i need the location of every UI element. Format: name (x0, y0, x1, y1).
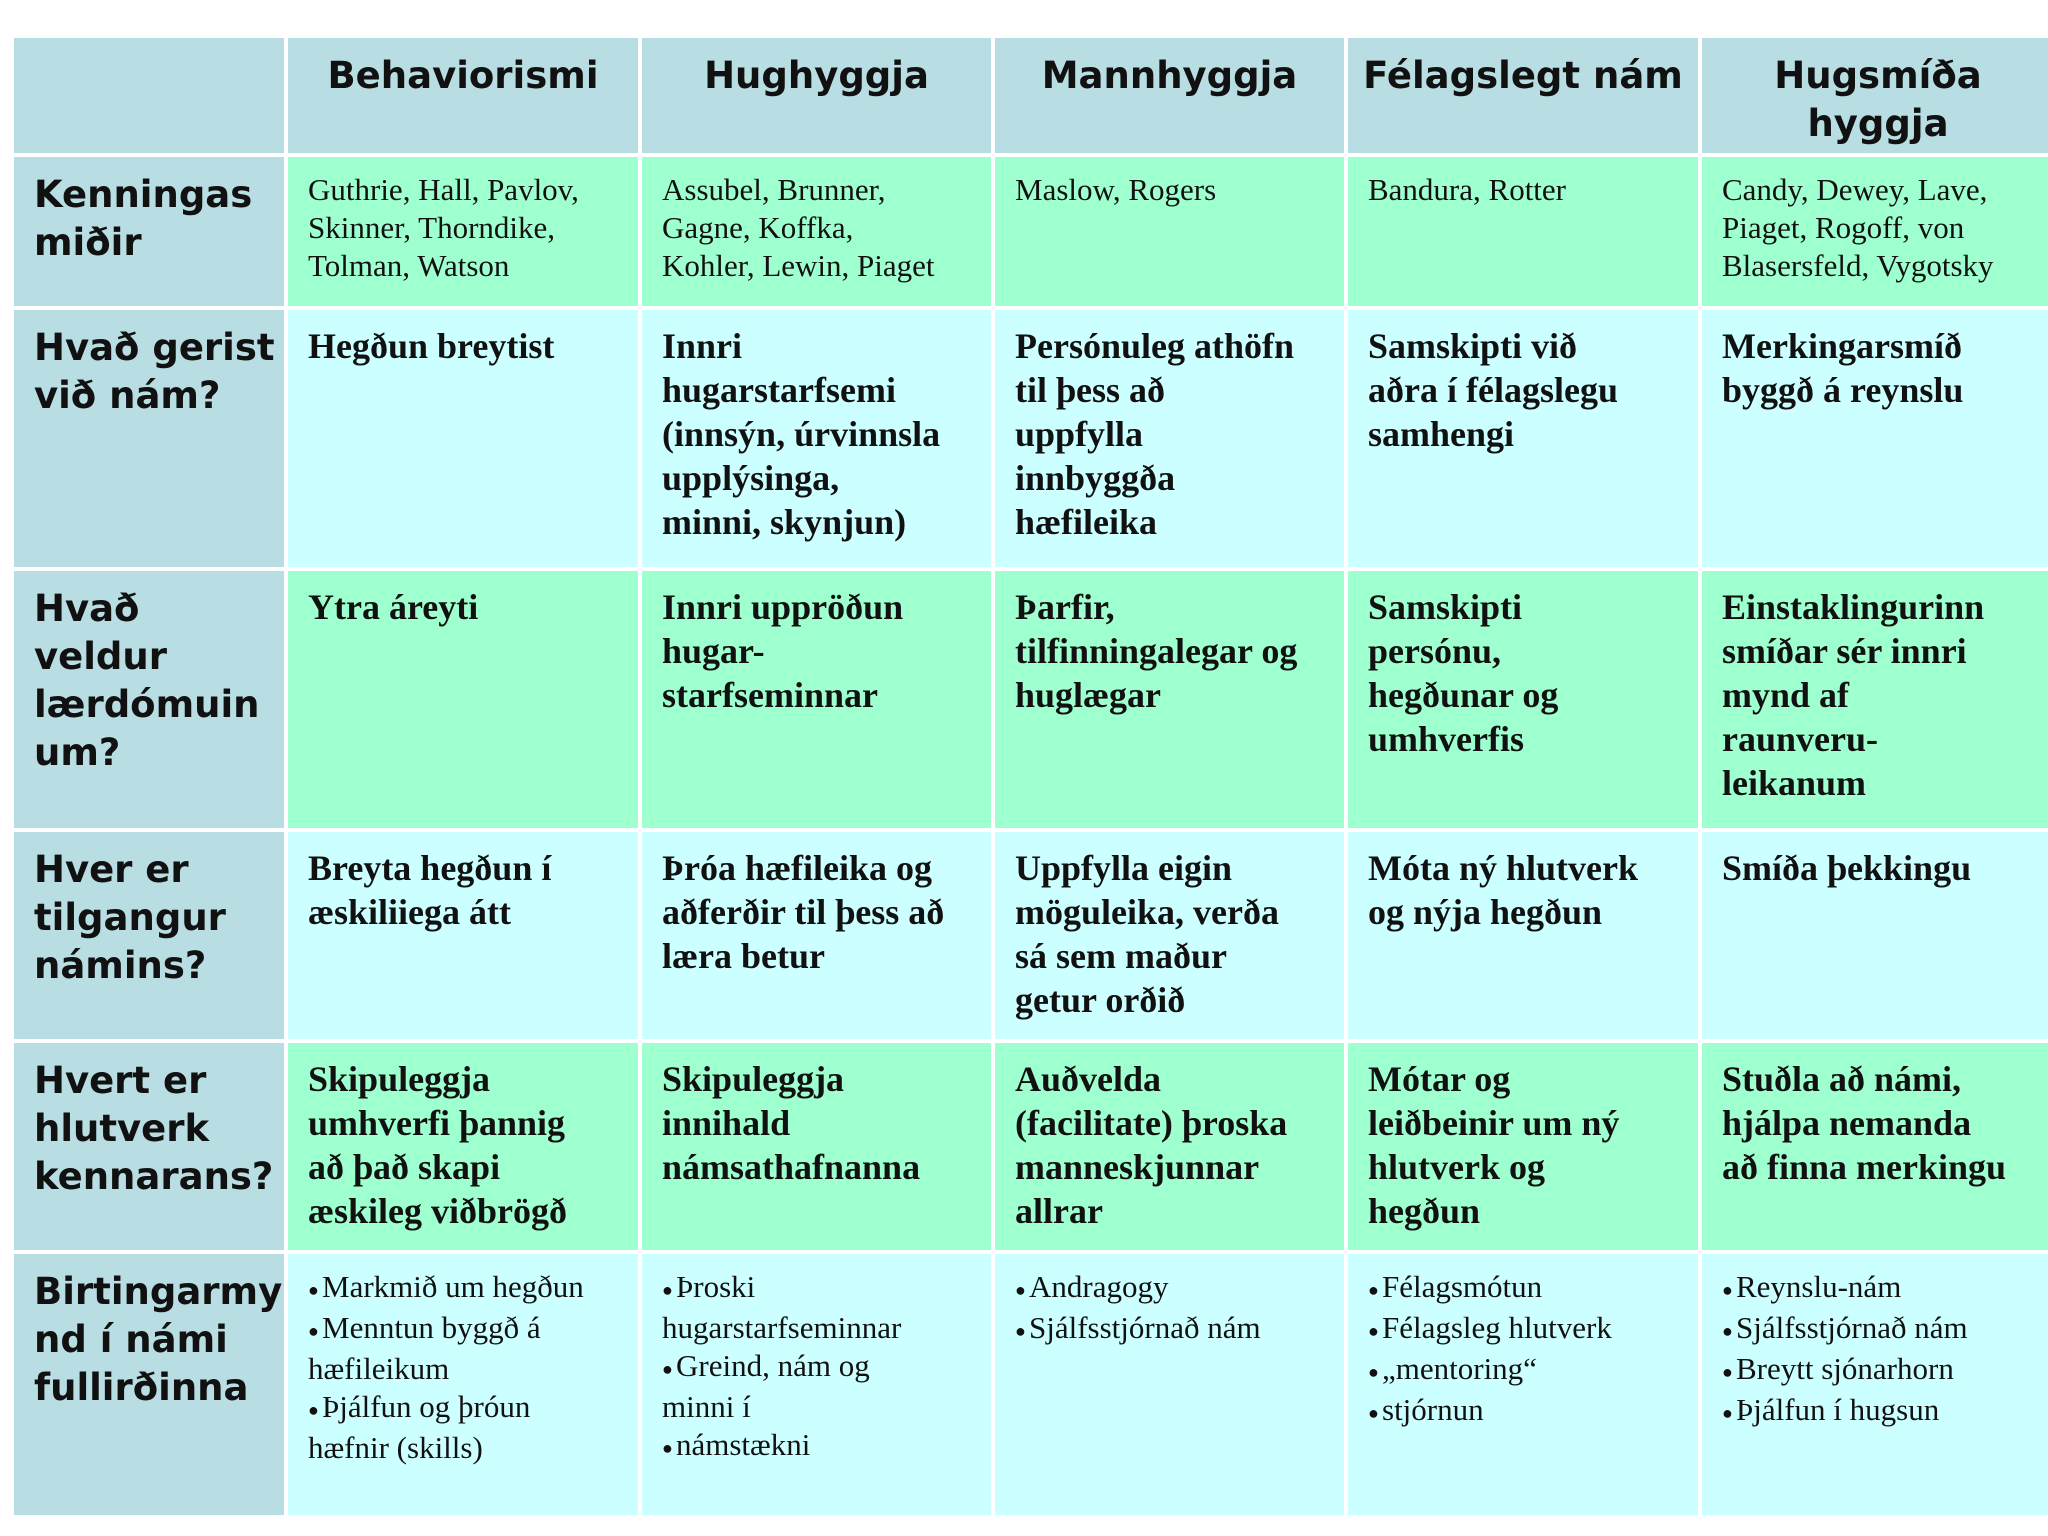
teacher-role-cell-hugsmida-hyggja: Stuðla að námi, hjálpa nemanda að finna merkingu (1702, 1043, 2048, 1250)
list-item-text: Sjálfsstjórnað nám (1736, 1309, 1968, 1345)
list-item-text: Menntun byggð á hæfileikum (308, 1309, 541, 1386)
comparison-table (14, 38, 2034, 1515)
bullet-icon: ● (1368, 1361, 1379, 1382)
row-header-theorists: Kenningas miðir (14, 157, 284, 306)
what-happens-cell-hugsmida-hyggja: Merkingarsmíð byggð á reynslu (1702, 310, 2048, 567)
bullet-icon: ● (662, 1358, 673, 1379)
what-happens-cell-mannhyggja: Persónuleg athöfn til þess að uppfylla innbyggða hæfileika (995, 310, 1344, 567)
column-header-felagslegt-nam: Félagslegt nám (1348, 38, 1698, 153)
column-header-hugsmida-hyggja: Hugsmíða hyggja (1702, 38, 2048, 153)
teacher-role-cell-behaviorismi: Skipuleggja umhverfi þannig að það skapi æskileg viðbrögð (288, 1043, 638, 1250)
list-item-text: stjórnun (1382, 1391, 1484, 1427)
theorists-cell-behaviorismi: Guthrie, Hall, Pavlov, Skinner, Thorndike, Tolman, Watson (288, 157, 638, 306)
what-causes-cell-hughyggja: Innri uppröðun hugar- starfseminnar (642, 571, 991, 828)
list-item-text: Andragogy (1029, 1269, 1169, 1304)
list-item-text: Reynslu-nám (1736, 1269, 1902, 1304)
list-item-text: Greind, nám og minni í (662, 1347, 870, 1424)
column-header-behaviorismi: Behaviorismi (288, 38, 638, 153)
bullet-icon: ● (1368, 1320, 1379, 1341)
what-causes-cell-hugsmida-hyggja: Einstaklingurinn smíðar sér innri mynd af raunveru- leikanum (1702, 571, 2048, 828)
bullet-icon: ● (1015, 1279, 1026, 1300)
list-item (1368, 1268, 1686, 1309)
purpose-cell-mannhyggja: Uppfylla eigin möguleika, verða sá sem maður getur orðið (995, 832, 1344, 1039)
purpose-cell-hughyggja: Þróa hæfileika og aðferðir til þess að læra betur (642, 832, 991, 1039)
row-header-what-happens: Hvað gerist við nám? (14, 310, 284, 567)
bullet-icon: ● (1015, 1320, 1026, 1341)
bullet-icon: ● (662, 1279, 673, 1300)
row-header-adult-learning: Birtingarmy nd í námi fullirðinna (14, 1254, 284, 1515)
adult-learning-cell-behaviorismi (288, 1254, 638, 1515)
list-item (1015, 1309, 1332, 1350)
what-causes-cell-felagslegt-nam: Samskipti persónu, hegðunar og umhverfis (1348, 571, 1698, 828)
row-header-purpose: Hver er tilgangur námins? (14, 832, 284, 1039)
adult-learning-cell-mannhyggja (995, 1254, 1344, 1515)
bullet-icon: ● (308, 1320, 319, 1341)
list-item-text: Félagsmótun (1382, 1269, 1543, 1304)
row-header-what-causes: Hvað veldur lærdómuin um? (14, 571, 284, 828)
what-causes-cell-mannhyggja: Þarfir, tilfinningalegar og huglægar (995, 571, 1344, 828)
list-item-text: Breytt sjónarhorn (1736, 1350, 1954, 1386)
purpose-cell-hugsmida-hyggja: Smíða þekkingu (1702, 832, 2048, 1039)
theorists-cell-hugsmida-hyggja: Candy, Dewey, Lave, Piaget, Rogoff, von Blasersfeld, Vygotsky (1702, 157, 2048, 306)
theorists-cell-mannhyggja: Maslow, Rogers (995, 157, 1344, 306)
column-header-mannhyggja: Mannhyggja (995, 38, 1344, 153)
what-happens-cell-behaviorismi: Hegðun breytist (288, 310, 638, 567)
adult-learning-cell-hughyggja (642, 1254, 991, 1515)
list-item-text: Þjálfun og þróun hæfnir (skills) (308, 1388, 531, 1465)
adult-learning-cell-hugsmida-hyggja (1702, 1254, 2048, 1515)
bullet-icon: ● (1368, 1279, 1379, 1300)
adult-learning-cell-felagslegt-nam (1348, 1254, 1698, 1515)
bullet-icon: ● (1722, 1320, 1733, 1341)
bullet-icon: ● (1722, 1361, 1733, 1382)
list-item-text: Sjálfsstjórnað nám (1029, 1309, 1261, 1345)
list-item (1368, 1350, 1686, 1391)
list-item-text: Þjálfun í hugsun (1736, 1391, 1940, 1427)
list-item (1722, 1309, 2042, 1350)
theorists-cell-felagslegt-nam: Bandura, Rotter (1348, 157, 1698, 306)
list-item-text: námstækni (676, 1426, 811, 1462)
bullet-icon: ● (1722, 1279, 1733, 1300)
list-item (308, 1388, 626, 1467)
list-item (308, 1268, 626, 1309)
corner-cell (14, 38, 284, 153)
bullet-icon: ● (308, 1279, 319, 1300)
list-item (1368, 1309, 1686, 1350)
row-header-teacher-role: Hvert er hlutverk kennarans? (14, 1043, 284, 1250)
list-item (1722, 1350, 2042, 1391)
list-item (662, 1426, 979, 1467)
list-item (1722, 1268, 2042, 1309)
list-item-text: Markmið um hegðun (322, 1269, 584, 1304)
list-item-text: „mentoring“ (1382, 1350, 1537, 1386)
purpose-cell-behaviorismi: Breyta hegðun í æskiliiega átt (288, 832, 638, 1039)
list-item-text: Félagsleg hlutverk (1382, 1309, 1612, 1345)
bullet-icon: ● (1368, 1402, 1379, 1423)
teacher-role-cell-felagslegt-nam: Mótar og leiðbeinir um ný hlutverk og hegðun (1348, 1043, 1698, 1250)
list-item (1722, 1391, 2042, 1432)
what-causes-cell-behaviorismi: Ytra áreyti (288, 571, 638, 828)
bullet-icon: ● (308, 1399, 319, 1420)
theorists-cell-hughyggja: Assubel, Brunner, Gagne, Koffka, Kohler, Lewin, Piaget (642, 157, 991, 306)
teacher-role-cell-hughyggja: Skipuleggja innihald námsathafnanna (642, 1043, 991, 1250)
list-item (662, 1268, 979, 1347)
purpose-cell-felagslegt-nam: Móta ný hlutverk og nýja hegðun (1348, 832, 1698, 1039)
list-item-text: Þroski hugarstarfseminnar (662, 1269, 902, 1345)
list-item (1368, 1391, 1686, 1432)
what-happens-cell-hughyggja: Innri hugarstarfsemi (innsýn, úrvinnsla upplýsinga, minni, skynjun) (642, 310, 991, 567)
column-header-hughyggja: Hughyggja (642, 38, 991, 153)
teacher-role-cell-mannhyggja: Auðvelda (facilitate) þroska manneskjunnar allrar (995, 1043, 1344, 1250)
bullet-icon: ● (1722, 1402, 1733, 1423)
list-item (662, 1347, 979, 1426)
bullet-icon: ● (662, 1437, 673, 1458)
what-happens-cell-felagslegt-nam: Samskipti við aðra í félagslegu samhengi (1348, 310, 1698, 567)
list-item (1015, 1268, 1332, 1309)
list-item (308, 1309, 626, 1388)
